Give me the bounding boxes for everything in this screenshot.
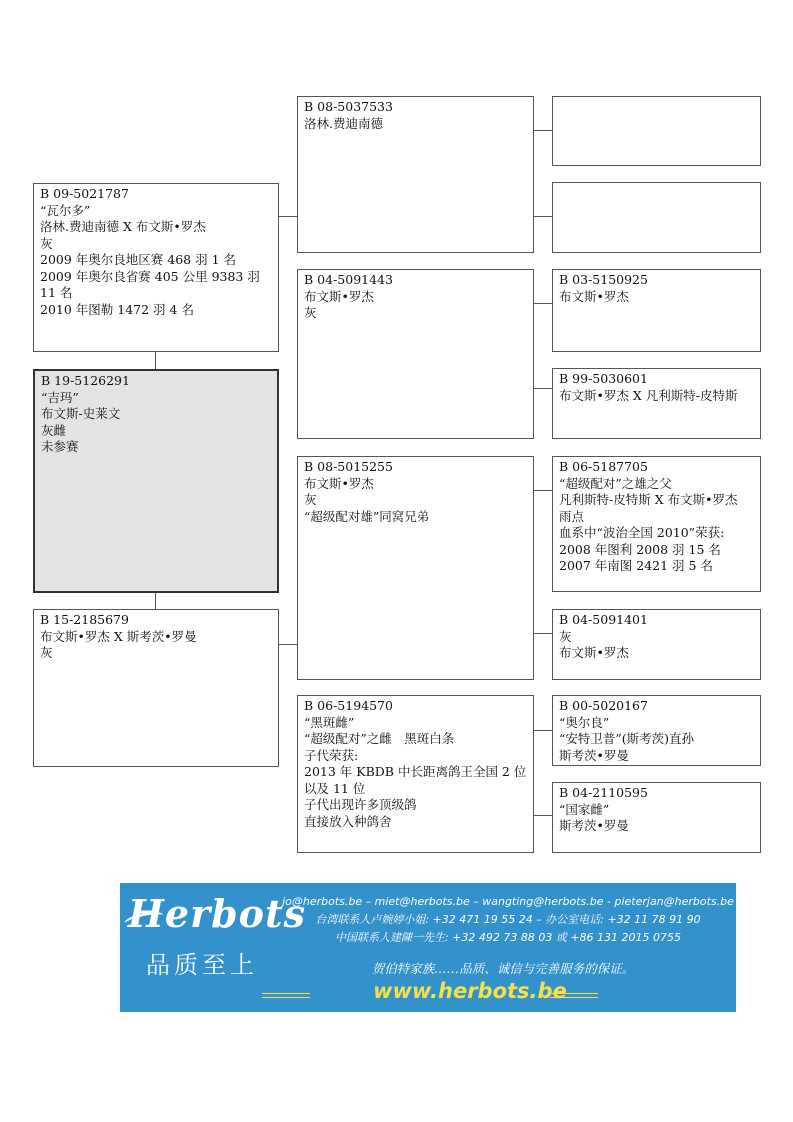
pedigree-line: 布文斯•罗杰 [559, 288, 629, 304]
website-link[interactable]: www.herbots.be [373, 979, 567, 1003]
dam-dam-box [297, 695, 534, 853]
connector [155, 592, 156, 609]
pedigree-line: 凡利斯特-皮特斯 X 布文斯•罗杰 [559, 492, 738, 507]
dam-box [33, 609, 279, 767]
sd-sire-box [552, 269, 761, 352]
sd-dam-box [552, 368, 761, 439]
connector [533, 216, 552, 217]
sire-dam-box [297, 269, 534, 439]
connector [278, 216, 297, 217]
pedigree-line: “国家雌” [559, 801, 610, 817]
ds-dam-box [552, 609, 761, 680]
email-list[interactable]: jo@herbots.be – miet@herbots.be – wangting@herbots.be - pieterjan@herbots.be [282, 895, 734, 908]
pedigree-line: B 09-5021787 [40, 186, 129, 201]
pedigree-line: “吉玛” [41, 389, 79, 405]
pedigree-line: 2009 年奥尔良地区赛 468 羽 1 名 [40, 252, 236, 267]
pedigree-line: 斯考茨•罗曼 [559, 818, 629, 833]
dam-sire-box [297, 456, 534, 680]
pedigree-line: 灰雌 [41, 422, 67, 438]
pedigree-line: B 06-5194570 [304, 698, 393, 713]
pedigree-line: 洛林.费迪南德 [304, 115, 383, 131]
pedigree-line: 灰 [40, 235, 53, 251]
pedigree-line: 雨点 [559, 508, 585, 524]
pedigree-line: 布文斯•罗杰 [304, 288, 374, 304]
logo-text: Herbots [128, 891, 306, 936]
pedigree-line: B 04-5091401 [559, 612, 648, 627]
pedigree-line: 布文斯•罗杰 [559, 645, 629, 660]
taiwan-contact: 台湾联系人卢婉婷小姐: +32 471 19 55 24 – 办公室电话: +32 11 78 91 90 [315, 913, 701, 926]
slogan: 品质至上 [146, 951, 258, 979]
sire-sire-box [297, 96, 534, 253]
divider-right [550, 993, 598, 998]
pedigree-line: 未参赛 [41, 439, 79, 454]
pedigree-line: B 19-5126291 [41, 373, 130, 388]
pedigree-line: “黑斑雌” [304, 714, 355, 730]
dd-dam-box [552, 782, 761, 853]
ss-sire-box [552, 96, 761, 166]
promise-text: 贺伯特家族……品质、诚信与完善服务的保证。 [371, 961, 635, 976]
china-contact: 中国联系人建陳一先生: +32 492 73 88 03 或 +86 131 2015 0755 [334, 931, 682, 944]
pedigree-line: “奥尔良” [559, 714, 610, 730]
pedigree-line: B 08-5015255 [304, 459, 393, 474]
connector [533, 388, 552, 389]
herbots-banner [120, 883, 736, 1012]
pedigree-line: B 08-5037533 [304, 99, 393, 114]
connector [155, 351, 156, 369]
sire-box [33, 183, 279, 352]
pedigree-line: 灰 [40, 645, 53, 660]
pedigree-line: 2007 年南图 2421 羽 5 名 [559, 558, 713, 573]
pedigree-line: 布文斯•罗杰 [304, 475, 374, 491]
pedigree-line: 2010 年图勒 1472 羽 4 名 [40, 301, 194, 317]
pedigree-line: “超级配对雄”同窝兄弟 [304, 508, 430, 524]
connector [533, 730, 552, 731]
pedigree-line: 布文斯•罗杰 X 凡利斯特-皮特斯 [559, 387, 738, 403]
pedigree-line: 灰 [304, 492, 317, 507]
pedigree-line: 灰 [304, 305, 317, 320]
connector [533, 303, 552, 304]
pedigree-line: 斯考茨•罗曼 [559, 747, 629, 763]
connector [533, 130, 552, 131]
pedigree-line: B 99-5030601 [559, 371, 648, 386]
connector [278, 644, 297, 645]
pedigree-line: 血系中“波治全国 2010”荣获: [559, 525, 725, 540]
pedigree-line: 2009 年奥尔良省赛 405 公里 9383 羽 11 名 [40, 268, 264, 300]
connector [533, 633, 552, 634]
pedigree-line: 布文斯-史莱文 [41, 406, 121, 421]
contact-block [280, 893, 736, 947]
subject-box [33, 369, 279, 593]
pedigree-line: B 04-2110595 [559, 785, 648, 800]
pedigree-line: B 04-5091443 [304, 272, 393, 287]
pedigree-line: B 03-5150925 [559, 272, 648, 287]
pedigree-line: 子代荣获: [304, 747, 359, 763]
pedigree-line: B 15-2185679 [40, 612, 129, 627]
ds-sire-box [552, 456, 761, 592]
pedigree-line: 灰 [559, 628, 572, 644]
pedigree-line: B 06-5187705 [559, 459, 648, 474]
pedigree-line: “超级配对”之雌 黑斑白条 [304, 731, 455, 746]
pedigree-line: “瓦尔多” [40, 202, 91, 218]
pedigree-line: “安特卫普”(斯考茨)直孙 [559, 731, 695, 746]
ss-dam-box [552, 182, 761, 253]
divider-left [262, 993, 310, 998]
herbots-logo [128, 891, 306, 941]
dd-sire-box [552, 695, 761, 766]
connector [533, 815, 552, 816]
pedigree-line: 2008 年图利 2008 羽 15 名 [559, 541, 721, 557]
pedigree-line: “超级配对”之雄之父 [559, 475, 672, 491]
pedigree-line: 洛林.费迪南德 X 布文斯•罗杰 [40, 219, 206, 234]
pedigree-line: 布文斯•罗杰 X 斯考茨•罗曼 [40, 628, 197, 644]
pedigree-line: B 00-5020167 [559, 698, 648, 713]
connector [533, 490, 552, 491]
pedigree-line: 子代出现许多顶级鸽 [304, 797, 417, 812]
pedigree-line: 2013 年 KBDB 中长距离鸽王全国 2 位以及 11 位 [304, 764, 527, 796]
pedigree-line: 直接放入种鸽舍 [304, 813, 392, 829]
